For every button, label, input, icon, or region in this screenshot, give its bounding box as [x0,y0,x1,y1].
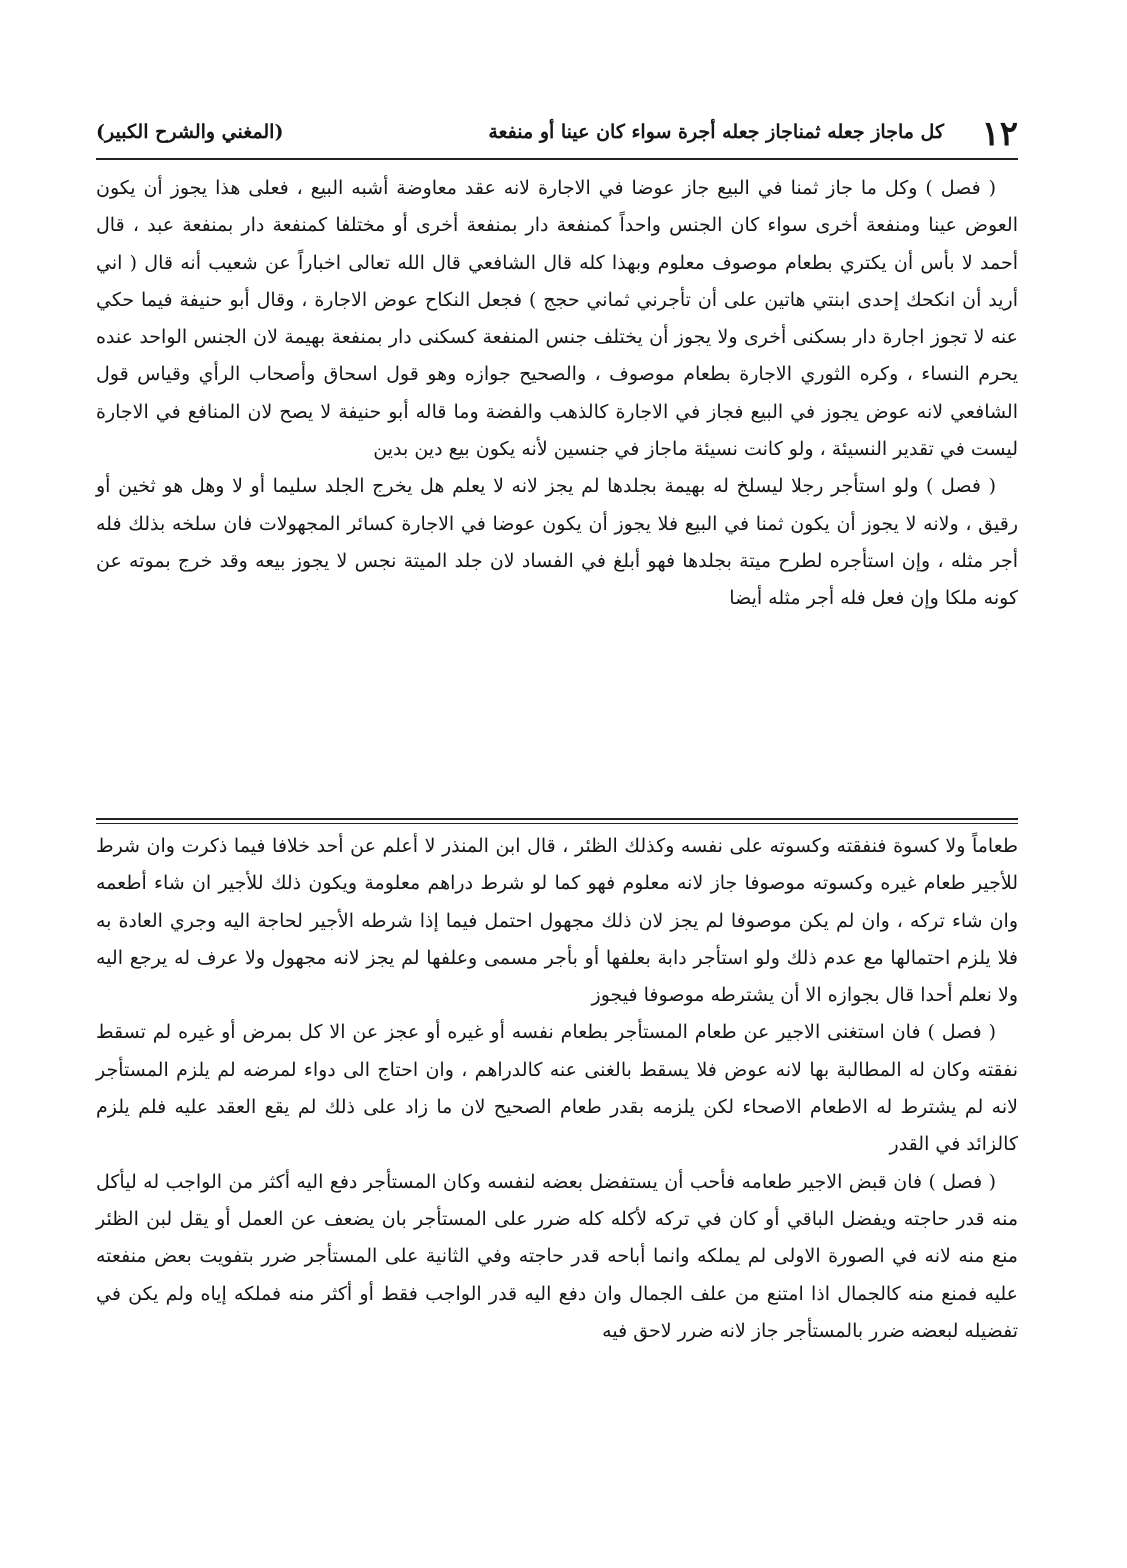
paragraph: ( فصل ) فان استغنى الاجير عن طعام المستأجر بطعام نفسه أو غيره أو عجز عن الا كل بمرض أو غيره لم تسقط نفقته وكان له المطالبة بها لانه عوض فلا يسقط بالغنى عنه كالدراهم ، وان احتاج الى دواء لمرضه لم يلزم المستأجر لانه لم يشترط له الاطعام الاصحاء لكن يلزمه بقدر طعام الصحيح لان ما زاد على ذلك لم يقع العقد عليه فلم يلزم كالزائد في القدر [96,1021,1018,1156]
header-rule [96,158,1018,160]
header-title: كل ماجاز جعله ثمناجاز جعله أجرة سواء كان عينا أو منفعة [488,121,944,143]
paragraph: ( فصل ) ولو استأجر رجلا ليسلخ له بهيمة بجلدها لم يجز لانه لا يعلم هل يخرج الجلد سليما أو لا وهل هو ثخين أو رقيق ، ولانه لا يجوز أن يكون ثمنا في البيع فلا يجوز أن يكون عوضا في الاجارة كسائر المجهولات فان سلخه بذلك فله أجر مثله ، وإن استأجره لطرح ميتة بجلدها فهو أبلغ في الفساد لان جلد الميتة نجس لا يجوز بيعه وقد خرج بموته عن كونه ملكا وإن فعل فله أجر مثله أيضا [96,475,1018,610]
running-header [96,112,1018,152]
paragraph: طعاماً ولا كسوة فنفقته وكسوته على نفسه وكذلك الظئر ، قال ابن المنذر لا أعلم عن أحد خلافا فيما ذكرت وان شرط للأجير طعام غيره وكسوته موصوفا جاز لانه معلوم فهو كما لو شرط دراهم معلومة ويكون ذلك للأجير ان شاء أطعمه وان شاء تركه ، وان لم يكن موصوفا لم يجز لان ذلك مجهول احتمل فيما إذا شرطه الأجير لحاجة اليه وجري العادة به فلا يلزم احتمالها مع عدم ذلك ولو استأجر دابة بعلفها أو بأجر مسمى وعلفها لم يجز لانه مجهول ولا عرف له يرجع اليه ولا نعلم أحدا قال بجوازه الا أن يشترطه موصوفا فيجوز [96,835,1018,1007]
lower-text [96,828,1018,1350]
main-text [96,170,1018,618]
page-number: ١٢ [981,114,1018,154]
book-title: (المغني والشرح الكبير) [96,121,284,143]
paragraph: ( فصل ) فان قبض الاجير طعامه فأحب أن يستفضل بعضه لنفسه وكان المستأجر دفع اليه أكثر من الواجب له ليأكل منه قدر حاجته ويفضل الباقي أو كان في تركه لأكله كله ضرر على المستأجر بان يضعف عن العمل أو يقل لبن الظئر منع منه لانه في الصورة الاولى لم يملكه وانما أباحه قدر حاجته وفي الثانية على المستأجر ضرر بتفويت بعض منفعته عليه فمنع منه كالجمال اذا امتنع من علف الجمال وان دفع اليه قدر الواجب فقط أو أكثر منه فملكه إياه ولم يكن في تفضيله لبعضه ضرر بالمستأجر جاز لانه ضرر لاحق فيه [96,1170,1018,1342]
paragraph: ( فصل ) وكل ما جاز ثمنا في البيع جاز عوضا في الاجارة لانه عقد معاوضة أشبه البيع ، فعلى هذا يجوز أن يكون العوض عينا ومنفعة أخرى سواء كان الجنس واحداً كمنفعة دار بمنفعة أخرى أو مختلفا كمنفعة دار بمنفعة عبد ، قال أحمد لا بأس أن يكتري بطعام موصوف معلوم وبهذا كله قال الشافعي قال الله تعالى اخباراً عن شعيب أنه قال ( اني أريد أن انكحك إحدى ابنتي هاتين على أن تأجرني ثماني حجج ) فجعل النكاح عوض الاجارة ، وقال أبو حنيفة فيما حكي عنه لا تجوز اجارة دار بسكنى أخرى ولا يجوز أن يختلف جنس المنفعة كسكنى دار بمنفعة بهيمة لان الجنس الواحد عنده يحرم النساء ، وكره الثوري الاجارة بطعام موصوف ، والصحيح جوازه وهو قول اسحاق وأصحاب الرأي وقياس قول الشافعي لانه عوض يجوز في البيع فجاز في الاجارة كالذهب والفضة وما قاله أبو حنيفة لا يصح لان المنافع في الاجارة ليست في تقدير النسيئة ، ولو كانت نسيئة ماجاز في جنسين لأنه يكون بيع دين بدين [96,177,1018,461]
section-divider [96,818,1018,824]
